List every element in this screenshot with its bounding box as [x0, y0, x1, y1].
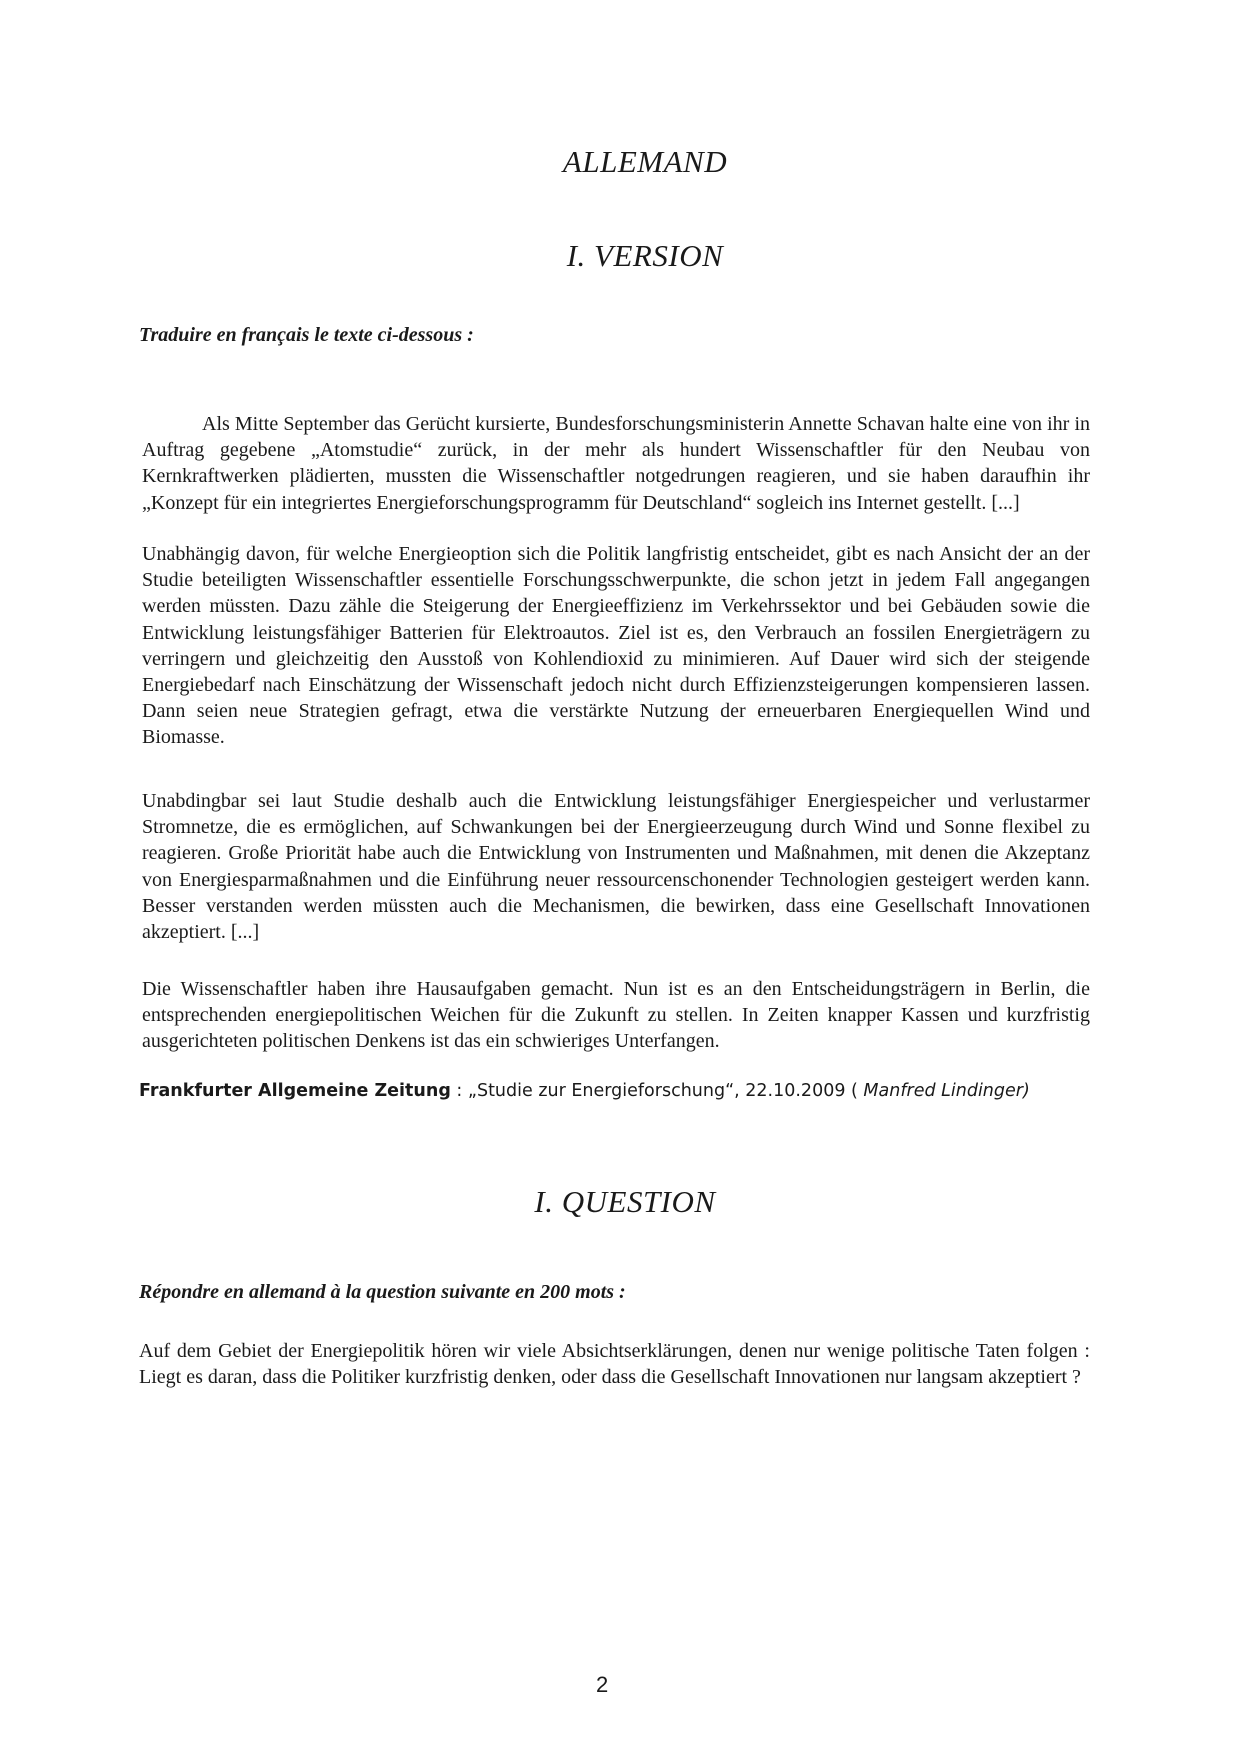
text-paragraph-1: Als Mitte September das Gerücht kursierte, Bundesforschungsministerin Annette Schavan halte eine von ihr in Auftrag gegebene „Atomstudie“ zurück, in der mehr als hundert Wissenschaftler für den Neubau von Kernkraftwerken plädierten, mussten die Wissenschaftler notgedrungen reagieren, und sie haben daraufhin ihr „Konzept für ein integriertes Energieforschungsprogramm für Deutschland“ sogleich ins Internet gestellt. [...] [142, 413, 1090, 514]
question-text: Auf dem Gebiet der Energiepolitik hören wir viele Absichtserklärungen, denen nur wenige politische Taten folgen : Liegt es daran, dass die Politiker kurzfristig denken, oder dass die Gesellschaft Innovationen nur langsam akzeptiert ? [139, 1340, 1090, 1389]
text-paragraph-3: Unabdingbar sei laut Studie deshalb auch die Entwicklung leistungsfähiger Energiespeicher und verlustarmer Stromnetze, die es ermöglichen, auf Schwankungen bei der Energieerzeugung durch Wind und Sonne flexibel zu reagieren. Große Priorität habe auch die Entwicklung von Instrumenten und Maßnahmen, mit denen die Akzeptanz von Energiesparmaßnahmen und die Einführung neuer ressourcenschonender Technologien gesteigert werden kann. Besser verstanden werden müssten auch die Mechanismen, die bewirken, dass eine Gesellschaft Innovationen akzeptiert. [...] [142, 790, 1090, 944]
version-section-title: I. VERSION [566, 238, 724, 273]
source-citation [139, 1081, 1030, 1101]
source-author: Manfred Lindinger) [863, 1081, 1030, 1101]
question-instruction: Répondre en allemand à la question suivante en 200 mots : [139, 1281, 626, 1303]
version-instruction: Traduire en français le texte ci-dessous : [139, 324, 474, 346]
source-article: „Studie zur Energieforschung“, 22.10.2009 ( [467, 1081, 864, 1101]
page-number: 2 [596, 1672, 609, 1697]
text-paragraph-2: Unabhängig davon, für welche Energieoption sich die Politik langfristig entscheidet, gibt es nach Ansicht der an der Studie beteiligten Wissenschaftler essentielle Forschungsschwerpunkte, die schon jetzt in jedem Fall angegangen werden müssten. Dazu zähle die Steigerung der Energieeffizienz im Verkehrssektor und bei Gebäuden sowie die Entwicklung leistungsfähiger Batterien für Elektroautos. Ziel ist es, den Verbrauch an fossilen Energieträgern zu verringern und gleichzeitig den Ausstoß von Kohlendioxid zu minimieren. Auf Dauer wird sich der steigende Energiebedarf nach Einschätzung der Wissenschaft jedoch nicht durch Effizienzsteigerungen kompensieren lassen. Dann seien neue Strategien gefragt, etwa die verstärkte Nutzung der erneuerbaren Energiequellen Wind und Biomasse. [142, 543, 1090, 749]
source-separator: : [450, 1081, 468, 1101]
source-newspaper: Frankfurter Allgemeine Zeitung [139, 1081, 451, 1101]
text-paragraph-4: Die Wissenschaftler haben ihre Hausaufgaben gemacht. Nun ist es an den Entscheidungsträgern in Berlin, die entsprechenden energiepolitischen Weichen für die Zukunft zu stellen. In Zeiten knapper Kassen und kurzfristig ausgerichteten politischen Denkens ist das ein schwieriges Unterfangen. [142, 978, 1090, 1053]
question-section-title: I. QUESTION [534, 1184, 716, 1219]
subject-title: ALLEMAND [562, 144, 728, 179]
